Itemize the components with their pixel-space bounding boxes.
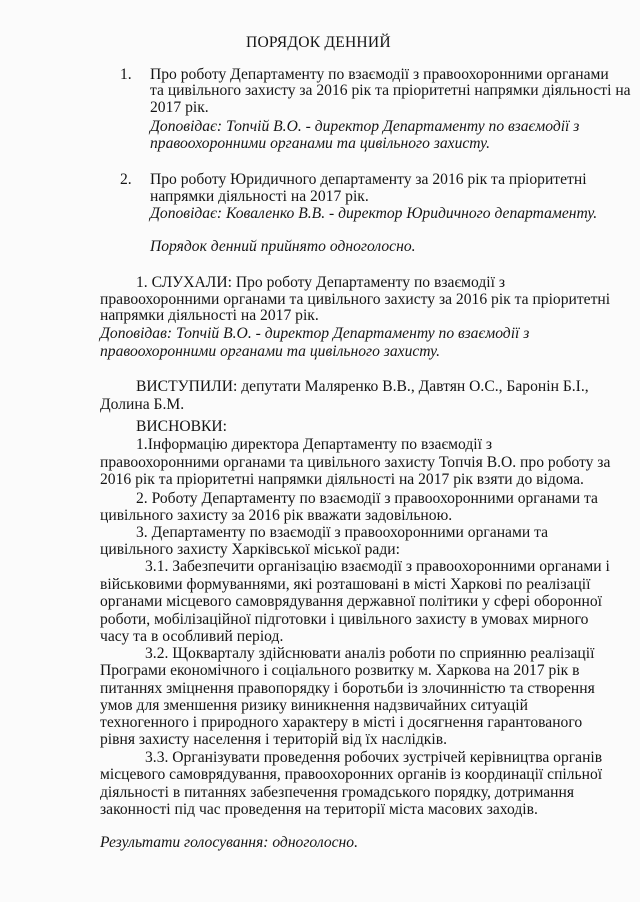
conclusion-p2: 2. Роботу Департаменту по взаємодії з правоохоронними органами та: [136, 490, 598, 507]
conclusion-p32: техногенного і природного характеру в місті і досягнення гарантованого: [100, 714, 583, 731]
agenda-item-number: 2.: [120, 171, 132, 188]
conclusion-p33: місцевого самоврядування, правоохоронних органів із координації спільної: [100, 766, 603, 783]
conclusion-p31: 3.1. Забезпечити організацію взаємодії з правоохоронними органами і: [145, 558, 610, 575]
conclusion-p1: 2016 рік та пріоритетні напрямки діяльності на 2017 рік взяти до відома.: [100, 471, 584, 488]
page-title: ПОРЯДОК ДЕННИЙ: [246, 34, 391, 51]
conclusion-p33: законності під час проведення на території міста масових заходів.: [100, 801, 538, 818]
conclusion-p2: цивільного захисту за 2016 рік вважати задовільною.: [100, 507, 453, 524]
agenda-adopted-note: Порядок денний прийнято одноголосно.: [150, 238, 416, 255]
heard-speaker: правоохоронними органами та цивільного захисту.: [100, 343, 441, 360]
conclusion-p1: правоохоронними органами та цивільного захисту Топчія В.О. про роботу за: [100, 454, 611, 471]
conclusion-p32: Програми економічного і соціального розвитку м. Харкова на 2017 рік в: [100, 662, 580, 679]
agenda-item-speaker: Доповідає: Коваленко В.В. - директор Юридичного департаменту.: [150, 205, 598, 222]
conclusion-p3: цивільного захисту Харківської міської ради:: [100, 541, 400, 558]
agenda-item-text: та цивільного захисту за 2016 рік та пріоритетні напрямки діяльності на: [150, 82, 631, 99]
conclusion-p32: рівня захисту населення і територій від їх наслідків.: [100, 731, 447, 748]
agenda-item-text: напрямки діяльності на 2017 рік.: [150, 188, 369, 205]
conclusion-p33: 3.3. Організувати проведення робочих зустрічей керівництва органів: [145, 749, 603, 766]
vote-result: Результати голосування: одноголосно.: [100, 834, 358, 851]
agenda-item-speaker: Доповідає: Топчій В.О. - директор Департаменту по взаємодії з: [150, 118, 580, 135]
agenda-item-number: 1.: [120, 66, 132, 83]
conclusion-p32: 3.2. Щокварталу здійснювати аналіз роботи по сприянню реалізації: [145, 645, 595, 662]
conclusion-p31: військовими формуваннями, які розташовані в місті Харкові по реалізації: [100, 576, 591, 593]
conclusion-p32: питаннях зміцнення правопорядку і боротьби із злочинністю та створення: [100, 680, 595, 697]
conclusions-heading: ВИСНОВКИ:: [136, 418, 227, 435]
heard-speaker: Доповідав: Топчій В.О. - директор Департаменту по взаємодії з: [100, 325, 530, 342]
conclusion-p31: органами місцевого самоврядування державної політики у сфері оборонної: [100, 593, 602, 610]
conclusion-p1: 1.Інформацію директора Департаменту по взаємодії з: [136, 436, 493, 453]
speakers-text: Долина Б.М.: [100, 396, 185, 413]
conclusion-p31: часу та в особливий період.: [100, 628, 284, 645]
heard-text: напрямки діяльності на 2017 рік.: [100, 307, 319, 324]
heard-text: правоохоронними органами та цивільного захисту за 2016 рік та пріоритетні: [100, 291, 611, 308]
agenda-item-text: 2017 рік.: [150, 99, 209, 116]
speakers-text: ВИСТУПИЛИ: депутати Маляренко В.В., Давтян О.С., Баронін Б.І.,: [136, 378, 589, 395]
agenda-item-text: Про роботу Юридичного департаменту за 2016 рік та пріоритетні: [150, 171, 587, 188]
conclusion-p31: роботи, мобілізаційної підготовки і цивільного захисту в умовах мирного: [100, 611, 589, 628]
heard-text: 1. СЛУХАЛИ: Про роботу Департаменту по взаємодії з: [136, 274, 506, 291]
agenda-item-text: Про роботу Департаменту по взаємодії з правоохоронними органами: [150, 66, 609, 83]
conclusion-p32: умов для зменшення ризику виникнення надзвичайних ситуацій: [100, 697, 528, 714]
conclusion-p3: 3. Департаменту по взаємодії з правоохоронними органами та: [136, 524, 548, 541]
agenda-item-speaker: правоохоронними органами та цивільного захисту.: [150, 135, 491, 152]
conclusion-p33: діяльності в питаннях забезпечення громадського порядку, дотримання: [100, 784, 575, 801]
